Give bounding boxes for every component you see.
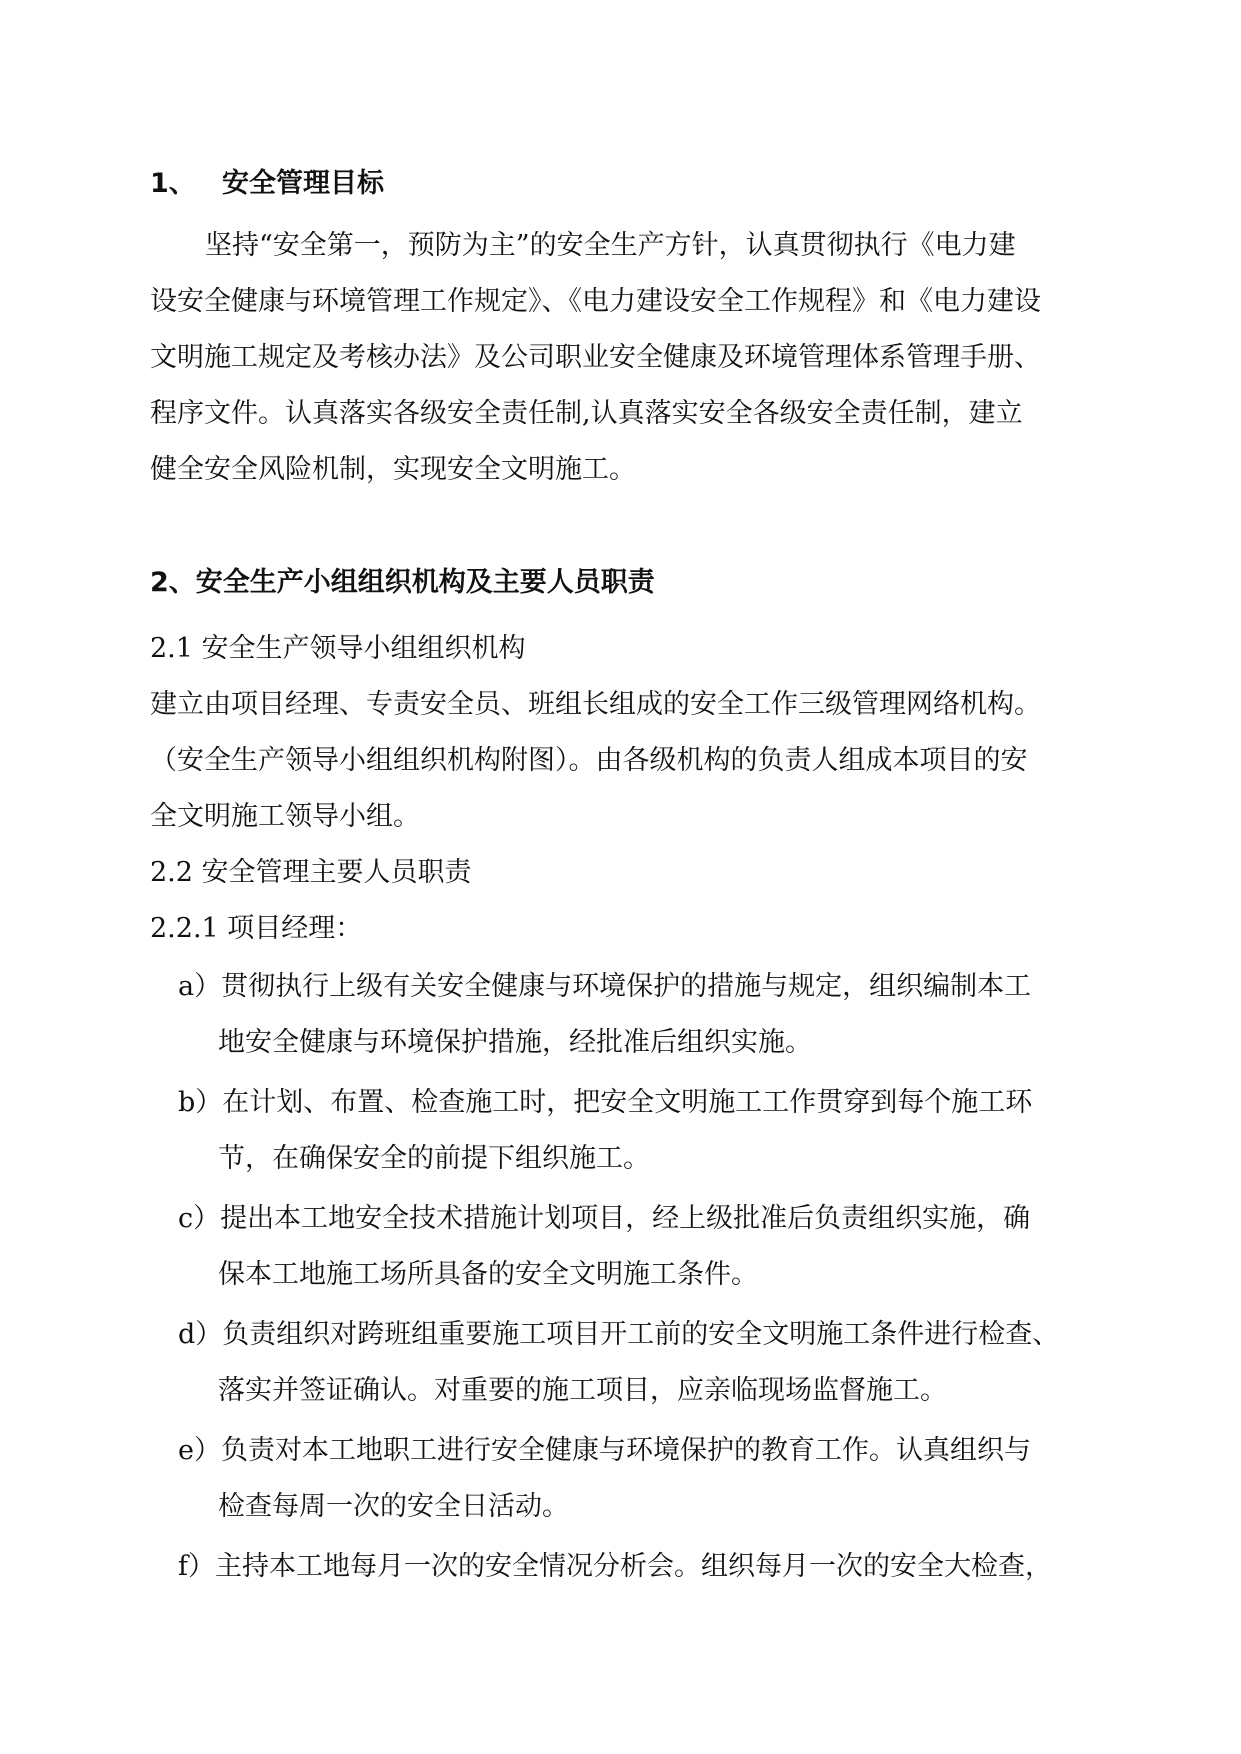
section-2-1-line-2: （安全生产领导小组组织机构附图）。由各级机构的负责人组成本项目的安: [150, 745, 1028, 776]
section-2-heading: 2、安全生产小组组织机构及主要人员职责: [150, 567, 655, 598]
list-item-e-line-2: 检查每周一次的安全日活动。: [218, 1491, 569, 1522]
section-1-number: 1、: [150, 168, 196, 199]
list-item-f-line-1: f）主持本工地每月一次的安全情况分析会。组织每月一次的安全大检查，: [178, 1551, 1052, 1582]
list-item-c-line-1: c）提出本工地安全技术措施计划项目，经上级批准后负责组织实施，确: [178, 1203, 1031, 1234]
list-item-c-line-2: 保本工地施工场所具备的安全文明施工条件。: [218, 1259, 758, 1290]
section-1-para-line-4: 程序文件。认真落实各级安全责任制,认真落实安全各级安全责任制，建立: [150, 398, 1023, 429]
section-2-2-title: 2.2 安全管理主要人员职责: [150, 857, 472, 888]
section-1-title: 安全管理目标: [222, 168, 384, 199]
section-1-para-line-2: 设安全健康与环境管理工作规定》、《电力建设安全工作规程》和《电力建设: [150, 286, 1041, 317]
list-item-d-line-2: 落实并签证确认。对重要的施工项目，应亲临现场监督施工。: [218, 1375, 947, 1406]
section-1-para-line-5: 健全安全风险机制，实现安全文明施工。: [150, 454, 636, 485]
list-item-a-line-2: 地安全健康与环境保护措施，经批准后组织实施。: [218, 1027, 812, 1058]
section-1-para-line-1: 坚持“安全第一，预防为主”的安全生产方针，认真贯彻执行《电力建: [205, 230, 1016, 261]
section-2-2-1-title: 2.2.1 项目经理：: [150, 913, 363, 944]
list-item-a-line-1: a）贯彻执行上级有关安全健康与环境保护的措施与规定，组织编制本工: [178, 971, 1032, 1002]
section-1-heading: [150, 164, 384, 204]
section-2-1-title: 2.1 安全生产领导小组组织机构: [150, 633, 526, 664]
list-item-b-line-1: b）在计划、布置、检查施工时，把安全文明施工工作贯穿到每个施工环: [178, 1087, 1033, 1118]
section-2-1-line-1: 建立由项目经理、专责安全员、班组长组成的安全工作三级管理网络机构。: [150, 689, 1041, 720]
list-item-b-line-2: 节，在确保安全的前提下组织施工。: [218, 1143, 650, 1174]
section-2-1-line-3: 全文明施工领导小组。: [150, 801, 420, 832]
list-item-e-line-1: e）负责对本工地职工进行安全健康与环境保护的教育工作。认真组织与: [178, 1435, 1031, 1466]
section-1-para-line-3: 文明施工规定及考核办法》及公司职业安全健康及环境管理体系管理手册、: [150, 342, 1041, 373]
list-item-d-line-1: d）负责组织对跨班组重要施工项目开工前的安全文明施工条件进行检查、: [178, 1319, 1060, 1350]
